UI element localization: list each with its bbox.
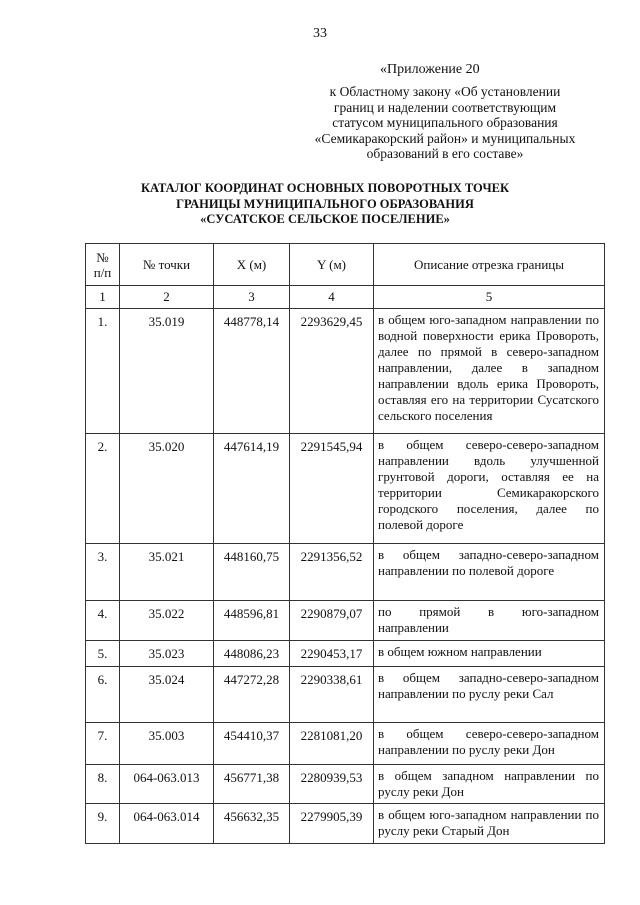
row-number: [86, 765, 120, 804]
y-coordinate: [290, 601, 374, 641]
row-number-text: 6.: [97, 672, 108, 687]
segment-description: в общем северо-северо-западном направлении по руслу реки Дон: [374, 723, 605, 765]
table-row: [86, 804, 605, 844]
header-description: Описание отрезка границы: [374, 244, 605, 286]
point-number-text: 064-063.014: [133, 809, 200, 824]
x-coordinate-text: 448596,81: [223, 606, 280, 621]
appendix-subtitle-line: к Областному закону «Об установлении: [329, 84, 561, 99]
column-numbers-row: [86, 286, 605, 309]
appendix-title: «Приложение 20: [380, 62, 480, 77]
x-coordinate: [214, 667, 290, 723]
catalog-title-line: ГРАНИЦЫ МУНИЦИПАЛЬНОГО ОБРАЗОВАНИЯ: [176, 196, 474, 211]
point-number: [120, 544, 214, 601]
header-y: Y (м): [290, 244, 374, 286]
table-row: [86, 723, 605, 765]
x-coordinate: [214, 434, 290, 544]
appendix-subtitle-line: образований в его составе»: [366, 146, 524, 161]
column-number: 1: [86, 286, 120, 309]
x-coordinate-text: 448160,75: [223, 549, 280, 564]
y-coordinate: [290, 544, 374, 601]
y-coordinate-text: 2279905,39: [300, 809, 363, 824]
y-coordinate-text: 2280939,53: [300, 770, 363, 785]
point-number-text: 35.021: [148, 549, 185, 564]
point-number-text: 35.019: [148, 314, 185, 329]
header-num-line1: №: [96, 249, 109, 265]
row-number: [86, 544, 120, 601]
row-number: [86, 601, 120, 641]
x-coordinate-text: 456771,38: [223, 770, 280, 785]
row-number-text: 8.: [97, 770, 108, 785]
point-number: [120, 641, 214, 667]
x-coordinate-text: 454410,37: [223, 728, 280, 743]
point-number-text: 064-063.013: [133, 770, 200, 785]
point-number: [120, 434, 214, 544]
x-coordinate: [214, 723, 290, 765]
row-number: [86, 723, 120, 765]
appendix-subtitle-line: границ и наделении соответствующим: [333, 99, 557, 115]
segment-description: в общем западно-северо-западном направлении по руслу реки Сал: [374, 667, 605, 723]
point-number-text: 35.024: [148, 672, 185, 687]
x-coordinate: [214, 765, 290, 804]
row-number: [86, 804, 120, 844]
table-row: [86, 544, 605, 601]
header-num-line2: п/п: [93, 264, 112, 280]
table-row: [86, 309, 605, 434]
x-coordinate-text: 448778,14: [223, 314, 280, 329]
x-coordinate: [214, 309, 290, 434]
x-coordinate: [214, 641, 290, 667]
segment-description: по прямой в юго-западном направлении: [374, 601, 605, 641]
catalog-title-line: «СУСАТСКОЕ СЕЛЬСКОЕ ПОСЕЛЕНИЕ»: [200, 212, 450, 226]
row-number-text: 3.: [97, 549, 108, 564]
page-number: 33: [313, 26, 327, 41]
appendix-subtitle: [290, 84, 600, 162]
point-number: [120, 667, 214, 723]
y-coordinate: [290, 765, 374, 804]
row-number: [86, 667, 120, 723]
column-number: 5: [374, 286, 605, 309]
y-coordinate: [290, 667, 374, 723]
header-num: [86, 244, 120, 286]
row-number-text: 4.: [97, 606, 108, 621]
y-coordinate-text: 2290338,61: [300, 672, 363, 687]
point-number: [120, 723, 214, 765]
row-number-text: 7.: [97, 728, 108, 743]
appendix-subtitle-line: «Семикаракорский район» и муниципальных: [314, 130, 576, 146]
catalog-title: [80, 181, 570, 228]
table-row: [86, 434, 605, 544]
y-coordinate: [290, 641, 374, 667]
segment-description: в общем западном направлении по руслу реки Дон: [374, 765, 605, 804]
row-number-text: 9.: [97, 809, 108, 824]
y-coordinate-text: 2293629,45: [300, 314, 363, 329]
row-number: [86, 434, 120, 544]
column-number: 3: [214, 286, 290, 309]
column-number: 2: [120, 286, 214, 309]
y-coordinate: [290, 434, 374, 544]
row-number: [86, 641, 120, 667]
row-number-text: 1.: [97, 314, 108, 329]
segment-description: в общем северо-северо-западном направлении вдоль улучшенной грунтовой дороги, оставляя ее на территории Семикаракорского городского поселения, далее по полевой дороге: [374, 434, 605, 544]
y-coordinate-text: 2291545,94: [300, 439, 363, 454]
appendix-subtitle-line: статусом муниципального образования: [332, 115, 558, 130]
point-number-text: 35.023: [148, 646, 185, 661]
header-x: X (м): [214, 244, 290, 286]
table-row: [86, 641, 605, 667]
table-row: [86, 601, 605, 641]
y-coordinate-text: 2290879,07: [300, 606, 363, 621]
point-number-text: 35.020: [148, 439, 185, 454]
table-row: [86, 765, 605, 804]
y-coordinate-text: 2290453,17: [300, 646, 363, 661]
x-coordinate-text: 456632,35: [223, 809, 280, 824]
point-number: [120, 601, 214, 641]
coordinates-table: [85, 243, 605, 844]
y-coordinate-text: 2291356,52: [300, 549, 363, 564]
segment-description: в общем южном направлении: [374, 641, 605, 667]
point-number: [120, 765, 214, 804]
table-row: [86, 667, 605, 723]
catalog-title-line: КАТАЛОГ КООРДИНАТ ОСНОВНЫХ ПОВОРОТНЫХ ТОЧЕК: [140, 181, 510, 195]
y-coordinate: [290, 804, 374, 844]
row-number-text: 5.: [97, 646, 108, 661]
row-number: [86, 309, 120, 434]
point-number: [120, 804, 214, 844]
x-coordinate-text: 447272,28: [223, 672, 280, 687]
x-coordinate: [214, 601, 290, 641]
point-number: [120, 309, 214, 434]
y-coordinate-text: 2281081,20: [300, 728, 363, 743]
point-number-text: 35.022: [148, 606, 185, 621]
segment-description: в общем юго-западном направлении по водной поверхности ерика Провороть, далее по прямой в северо-западном направлении, далее в западном направлении вдоль ерика Провороть, оставляя его на территории Сусатского сельского поселения: [374, 309, 605, 434]
segment-description: в общем юго-западном направлении по руслу реки Старый Дон: [374, 804, 605, 844]
row-number-text: 2.: [97, 439, 108, 454]
x-coordinate-text: 448086,23: [223, 646, 280, 661]
column-number: 4: [290, 286, 374, 309]
y-coordinate: [290, 309, 374, 434]
x-coordinate: [214, 804, 290, 844]
table-header-row: [86, 244, 605, 286]
x-coordinate: [214, 544, 290, 601]
y-coordinate: [290, 723, 374, 765]
header-point: № точки: [120, 244, 214, 286]
segment-description: в общем западно-северо-западном направлении по полевой дороге: [374, 544, 605, 601]
point-number-text: 35.003: [148, 728, 185, 743]
x-coordinate-text: 447614,19: [223, 439, 280, 454]
